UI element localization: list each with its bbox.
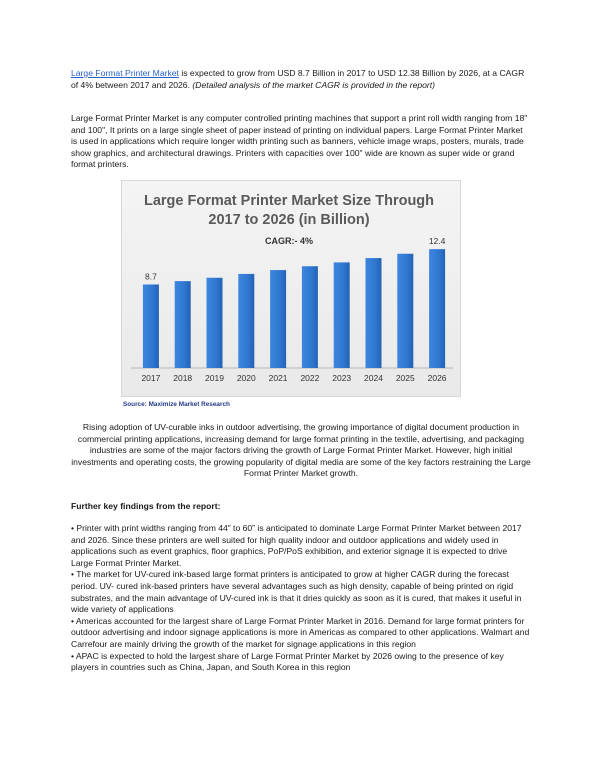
intro-text: is expected to grow from USD 8.7 Billion in 2017 to USD 12.38 Billion by 2026, at a CAGR of 4% between 2017 and 2026. [71, 68, 525, 90]
ticks-group [141, 373, 446, 383]
chart-cagr-subtitle: CAGR:- 4% [264, 236, 314, 246]
x-tick-label: 2017 [141, 373, 161, 383]
finding-item: • Americas accounted for the largest share of Large Format Printer Market in 2016. Demand for large format printers for outdoor advertising and indoor signage applications is more in Americas as compared to other applications. Walmart and Carrefour are mainly driving the growth of the market for signage applications in this region [71, 615, 530, 649]
x-tick-label: 2024 [364, 373, 383, 383]
bars-group [143, 249, 445, 368]
x-tick-label: 2020 [236, 373, 256, 383]
x-tick-label: 2019 [205, 373, 224, 383]
bar-2022 [302, 266, 318, 368]
intro-paragraph [71, 68, 531, 91]
data-label: 12.4 [428, 236, 446, 247]
x-tick-label: 2018 [173, 373, 193, 383]
x-tick-label: 2026 [427, 373, 447, 383]
bar-2020 [238, 274, 254, 368]
x-tick-label: 2023 [332, 373, 352, 383]
data-label: 8.7 [144, 271, 157, 282]
finding-item: • Printer with print widths ranging from 44” to 60” is anticipated to dominate Large Format Printer Market between 2017 and 2026. Since these printers are well suited for high quality indoor and outdoor applications and widely used in applications such as event graphics, floor graphics, PoP/PoS exhibition, and exterior signage it is expected to drive Large Format Printer Market. [71, 523, 522, 568]
market-report-link[interactable]: Large Format Printer Market [71, 68, 179, 78]
finding-item: • APAC is expected to hold the largest share of Large Format Printer Market by 2026 owing to the presence of key players in countries such as China, Japan, and South Korea in this region [71, 650, 504, 673]
chart-source: Source: Maximize Market Research [123, 401, 230, 408]
drivers-paragraph: Rising adoption of UV-curable inks in outdoor advertising, the growing importance of digital document production in commercial printing applications, increasing demand for large format printing in the textile, advertising, and packaging industries are some of the major factors driving the growth of Large Format Printer Market. However, high initial investments and operating costs, the growing popularity of digital media are some of the key factors restraining the Large Format Printer Market growth. [71, 422, 531, 479]
finding-item: • The market for UV-cured ink-based large format printers is anticipated to grow at higher CAGR during the forecast period. UV- cured ink-based printers have several advantages such as high density, capable of being printed on rigid substrates, and the main advantage of UV-cured ink is that it dries quickly as soon as it is cured, that makes it useful in wide variety of applications [71, 569, 522, 615]
bar-2023 [334, 262, 350, 368]
x-tick-label: 2025 [395, 373, 415, 383]
bar-2025 [397, 254, 413, 368]
definition-paragraph: Large Format Printer Market is any computer controlled printing machines that support a print roll width ranging from 18" and 100", It prints on a large single sheet of paper instead of printing on individual papers. Large Format Printer Market is used in applications which require longer width printing such as banners, vehicle image wraps, posters, murals, trade show graphics, and architectural drawings. Printers with capacities over 100" wide are known as super wide or grand format printers. [71, 113, 528, 170]
cagr-note: (Detailed analysis of the market CAGR is provided in the report) [192, 79, 436, 90]
bar-2017 [143, 284, 159, 368]
bar-2019 [207, 278, 223, 368]
findings-list [71, 523, 531, 674]
bar-2026 [429, 249, 445, 368]
chart-title-line-1: Large Format Printer Market Size Through [143, 193, 435, 209]
bar-2024 [366, 258, 382, 368]
market-size-chart [117, 180, 463, 412]
chart-svg [117, 180, 463, 396]
findings-heading: Further key findings from the report: [71, 501, 221, 511]
bar-2018 [175, 281, 191, 368]
x-tick-label: 2022 [300, 373, 320, 383]
bar-2021 [270, 270, 286, 368]
chart-title-line-2: 2017 to 2026 (in Billion) [208, 212, 370, 228]
x-tick-label: 2021 [268, 373, 288, 383]
